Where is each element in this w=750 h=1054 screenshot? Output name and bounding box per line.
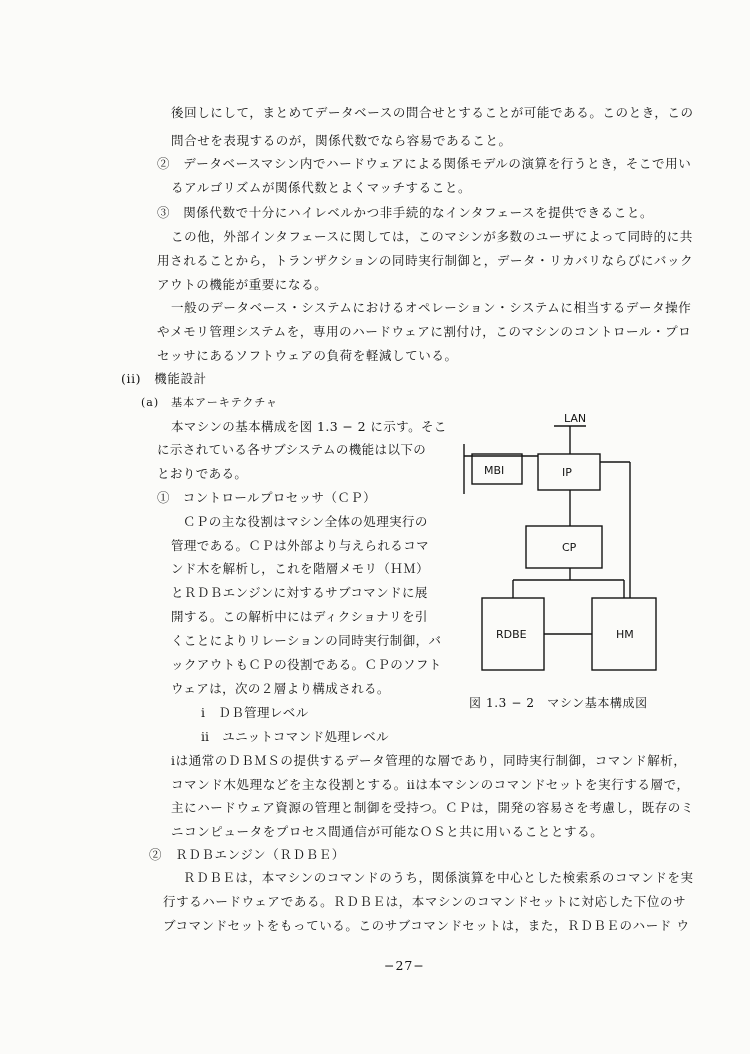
- subsection-heading-cp: ① コントロールプロセッサ（ＣＰ）: [157, 490, 377, 505]
- machine-architecture-diagram: [458, 412, 708, 682]
- list-item: ⅱ ユニットコマンド処理レベル: [201, 729, 389, 744]
- body-line: 主にハードウェア資源の管理と制御を受持つ。ＣＰは，開発の容易さを考慮し，既存のミ: [171, 800, 695, 815]
- body-line: セッサにあるソフトウェアの負荷を軽減している。: [157, 348, 458, 363]
- figure-caption: 図 1.3 − 2 マシン基本構成図: [469, 696, 648, 710]
- body-line: ③ 関係代数で十分にハイレベルかつ非手続的なインタフェースを提供できること。: [157, 205, 654, 220]
- body-line: ブコマンドセットをもっている。このサブコマンドセットは，また，ＲＤＢＥのハード ウ: [163, 918, 690, 933]
- body-line: るアルゴリズムが関係代数とよくマッチすること。: [171, 180, 472, 195]
- rdbe-label: RDBE: [496, 628, 527, 641]
- page-number: −27−: [384, 958, 425, 973]
- body-line: ⅰは通常のＤＢＭＳの提供するデータ管理的な層であり，同時実行制御，コマンド解析，: [171, 753, 687, 768]
- body-line: ＲＤＢＥは，本マシンのコマンドのうち，関係演算を中心とした検索系のコマンドを実: [183, 870, 694, 885]
- body-line: 用されることから，トランザクションの同時実行制御と，データ・リカバリならびにバック: [157, 253, 694, 268]
- cp-label: CP: [562, 541, 577, 554]
- body-line: 開する。この解析中にはディクショナリを引: [171, 609, 428, 624]
- body-line: ニコンピュータをプロセス間通信が可能なＯＳと共に用いることとする。: [171, 824, 604, 839]
- body-line: 管理である。ＣＰは外部より与えられるコマ: [171, 538, 430, 553]
- body-line: ② データベースマシン内でハードウェアによる関係モデルの演算を行うとき，そこで用い: [157, 156, 692, 171]
- body-line: ックアウトもＣＰの役割である。ＣＰのソフト: [171, 657, 442, 672]
- ip-label: IP: [562, 466, 572, 479]
- body-line: 一般のデータベース・システムにおけるオペレーション・システムに相当するデータ操作: [171, 300, 692, 315]
- body-line: ＣＰの主な役割はマシン全体の処理実行の: [183, 514, 428, 529]
- list-item: ⅰ ＤＢ管理レベル: [201, 705, 309, 720]
- body-line: くことによりリレーションの同時実行制御，バ: [171, 633, 442, 648]
- mbi-label: MBI: [484, 464, 505, 477]
- body-line: ンド木を解析し，これを階層メモリ（ＨＭ）: [171, 561, 430, 576]
- body-line: やメモリ管理システムを，専用のハードウェアに割付け，このマシンのコントロール・プロ: [157, 324, 692, 339]
- body-line: アウトの機能が重要になる。: [157, 277, 328, 292]
- body-line: ウェアは，次の２層より構成される。: [171, 681, 390, 696]
- section-heading-ii: (ii) 機能設計: [121, 371, 207, 386]
- body-line: 問合せを表現するのが，関係代数でなら容易であること。: [171, 133, 512, 148]
- body-line: 後回しにして，まとめてデータベースの問合せとすることが可能である。このとき，この: [171, 105, 694, 120]
- body-line: に示されている各サブシステムの機能は以下の: [157, 442, 427, 457]
- body-line: とＲＤＢエンジンに対するサブコマンドに展: [171, 585, 428, 600]
- body-line: 行するハードウェアである。ＲＤＢＥは，本マシンのコマンドセットに対応した下位のサ: [163, 894, 687, 909]
- hm-label: HM: [616, 628, 634, 641]
- body-line: コマンド木処理などを主な役割とする。ⅱは本マシンのコマンドセットを実行する層で，: [171, 777, 690, 792]
- body-line: 本マシンの基本構成を図 1.3 − 2 に示す。そこ: [171, 419, 447, 434]
- body-line: とおりである。: [157, 466, 248, 481]
- section-heading-a: (a) 基本アーキテクチャ: [141, 396, 279, 409]
- body-line: この他，外部インタフェースに関しては，このマシンが多数のユーザによって同時的に共: [171, 229, 693, 244]
- subsection-heading-rdbe: ② ＲＤＢエンジン（ＲＤＢＥ）: [149, 847, 345, 862]
- lan-label: LAN: [564, 412, 587, 425]
